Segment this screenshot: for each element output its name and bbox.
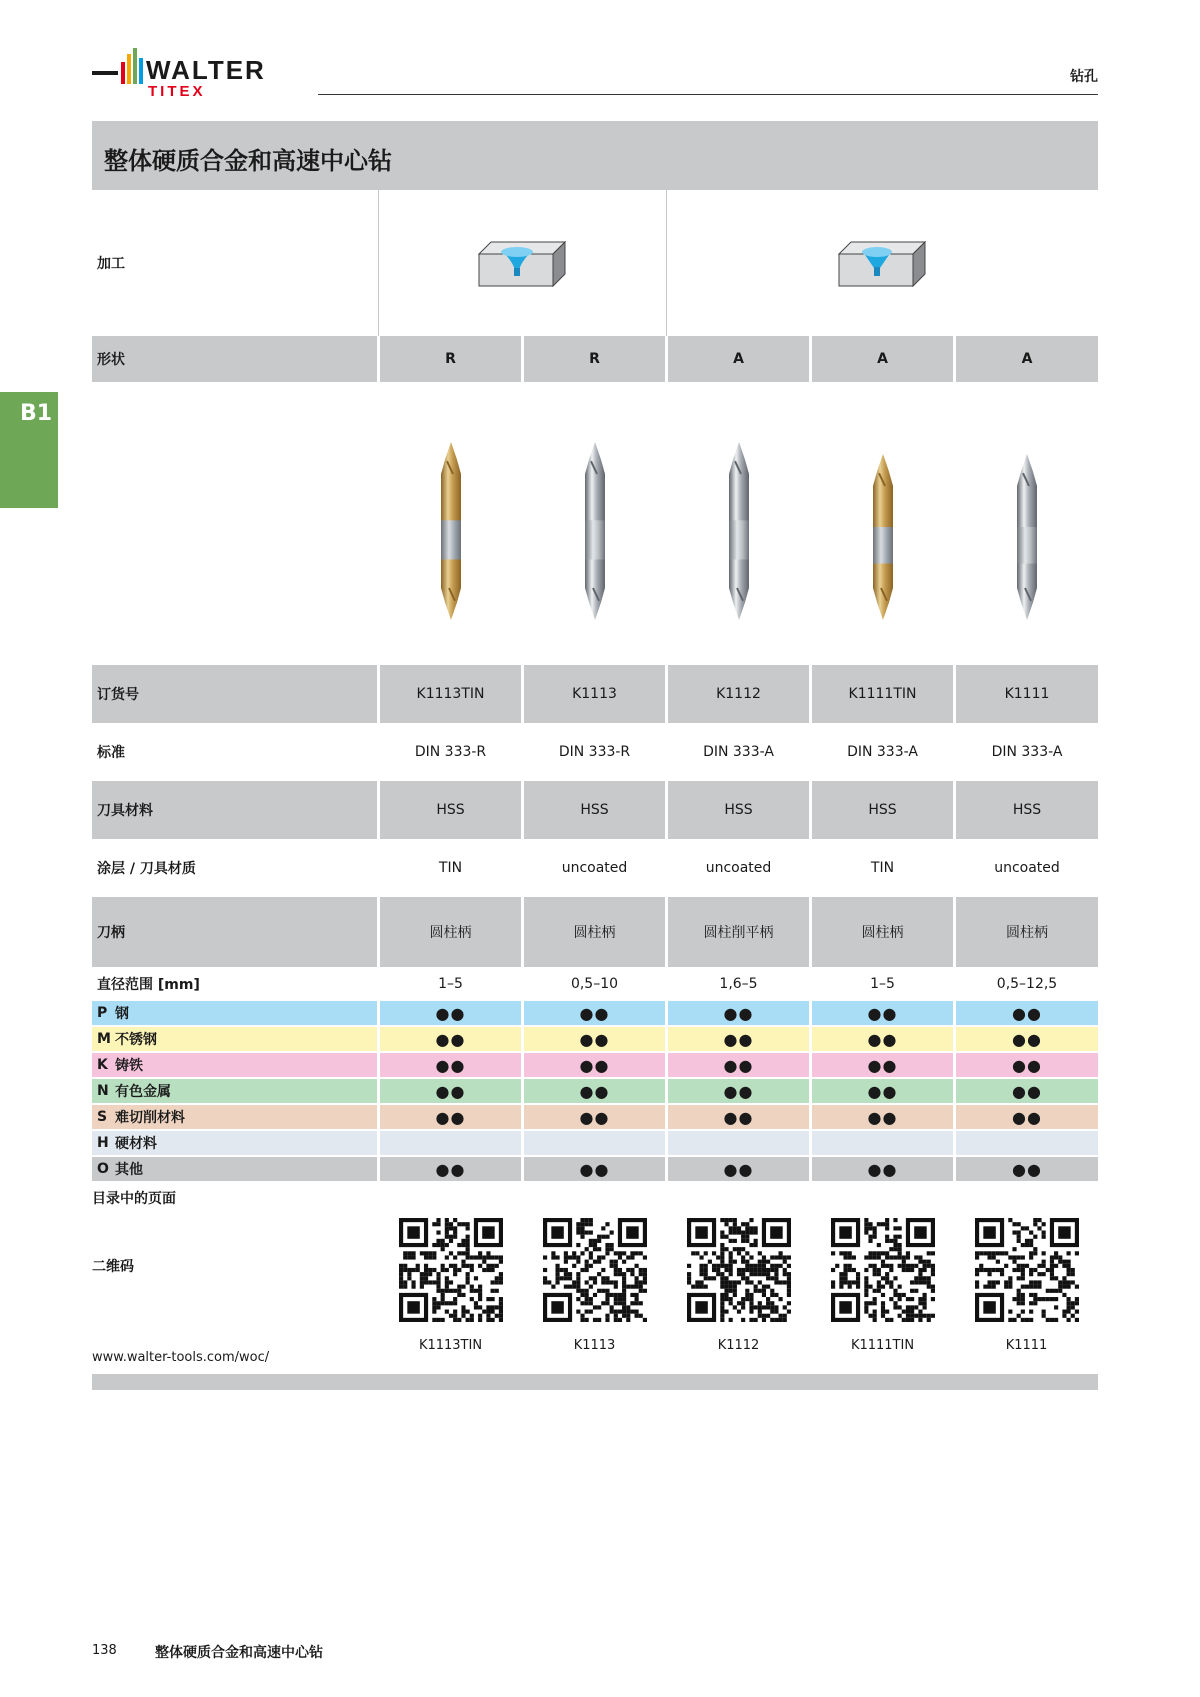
- material-suitability-cell: ●●: [524, 1001, 665, 1025]
- material-suitability-cell: ●●: [524, 1157, 665, 1181]
- standard-cell: DIN 333-A: [703, 744, 774, 760]
- shank-row: [92, 897, 1098, 967]
- material-suitability-cell: ●●: [524, 1079, 665, 1103]
- tool-images-row: [92, 382, 1098, 665]
- material-code: S: [97, 1109, 108, 1125]
- material-row-n: [92, 1079, 1098, 1105]
- diameter-cell: 1–5: [870, 976, 895, 992]
- coating-label: 涂层 / 刀具材质: [97, 861, 196, 877]
- machining-label: 加工: [97, 256, 125, 272]
- material-suitability-cell: ●●: [812, 1053, 953, 1077]
- material-label: [92, 1131, 377, 1155]
- material-suitability-cell: ●●: [668, 1157, 809, 1181]
- material-suitability-cell: ●●: [956, 1027, 1098, 1051]
- standard-cell: DIN 333-A: [991, 744, 1063, 760]
- material-code: N: [97, 1083, 109, 1099]
- diameter-cell: 1–5: [438, 976, 463, 992]
- diameter-cell: 0,5–12,5: [996, 976, 1058, 992]
- material-label: [92, 1157, 377, 1181]
- qr-code[interactable]: [687, 1218, 791, 1322]
- material-suitability-cell: [812, 1131, 953, 1155]
- countersink-r-icon: [477, 240, 569, 288]
- diameter-row: [92, 967, 1098, 1001]
- material-code: K: [97, 1057, 108, 1073]
- material-suitability-cell: ●●: [380, 1157, 521, 1181]
- qr-code[interactable]: [399, 1218, 503, 1322]
- center-drill-image: [719, 442, 759, 620]
- material-suitability-cell: ●●: [812, 1079, 953, 1103]
- shape-cell: R: [524, 336, 665, 382]
- order-number-label: 订货号: [92, 665, 377, 723]
- material-suitability-cell: ●●: [812, 1105, 953, 1129]
- shape-label: 形状: [92, 336, 377, 382]
- shape-cell: A: [812, 336, 953, 382]
- standard-cell: DIN 333-A: [847, 744, 918, 760]
- material-code: H: [97, 1135, 109, 1151]
- diameter-cell: 0,5–10: [570, 976, 619, 992]
- material-name: 其他: [115, 1162, 143, 1178]
- material-label: [92, 1053, 377, 1077]
- qr-row: [92, 1210, 1098, 1360]
- shank-cell: 圆柱柄: [524, 897, 665, 967]
- material-suitability-cell: ●●: [956, 1157, 1098, 1181]
- footer-title: 整体硬质合金和高速中心钻: [155, 1645, 323, 1661]
- shape-row: [92, 336, 1098, 382]
- qr-caption: K1111: [1005, 1338, 1048, 1353]
- material-suitability-cell: ●●: [668, 1001, 809, 1025]
- material-name: 难切削材料: [115, 1110, 185, 1126]
- shape-cell: A: [668, 336, 809, 382]
- svg-text:TITEX: TITEX: [148, 83, 206, 100]
- material-suitability-cell: ●●: [524, 1105, 665, 1129]
- shank-cell: 圆柱柄: [956, 897, 1098, 967]
- order-number-cell: K1111TIN: [812, 665, 953, 723]
- tool-material-cell: HSS: [812, 781, 953, 839]
- material-suitability-cell: ●●: [668, 1053, 809, 1077]
- standard-cell: DIN 333-R: [414, 744, 487, 760]
- material-suitability-cell: ●●: [956, 1053, 1098, 1077]
- qr-caption: K1113: [573, 1338, 616, 1353]
- material-code: P: [97, 1005, 108, 1021]
- coating-cell: uncoated: [705, 860, 772, 876]
- material-row-k: [92, 1053, 1098, 1079]
- material-suitability-cell: ●●: [380, 1079, 521, 1103]
- material-suitability-cell: ●●: [956, 1001, 1098, 1025]
- center-drill-image: [1007, 454, 1047, 620]
- material-suitability-cell: ●●: [668, 1027, 809, 1051]
- chapter-tab[interactable]: [0, 392, 58, 508]
- qr-code[interactable]: [975, 1218, 1079, 1322]
- page-number: 138: [92, 1643, 117, 1658]
- order-number-cell: K1113TIN: [380, 665, 521, 723]
- material-suitability-cell: ●●: [956, 1105, 1098, 1129]
- shape-cell: A: [956, 336, 1098, 382]
- tool-material-cell: HSS: [956, 781, 1098, 839]
- svg-text:WALTER: WALTER: [146, 55, 266, 85]
- countersink-a-icon: [837, 240, 929, 288]
- material-code: O: [97, 1161, 109, 1177]
- material-label: [92, 1079, 377, 1103]
- material-name: 铸铁: [115, 1058, 143, 1074]
- material-suitability-cell: [668, 1131, 809, 1155]
- material-suitability-cell: ●●: [812, 1027, 953, 1051]
- coating-cell: uncoated: [561, 860, 628, 876]
- material-suitability-cell: ●●: [380, 1001, 521, 1025]
- material-row-m: [92, 1027, 1098, 1053]
- material-label: [92, 1027, 377, 1051]
- qr-caption: K1113TIN: [418, 1338, 483, 1353]
- tool-material-row: [92, 781, 1098, 839]
- qr-caption: K1112: [717, 1338, 760, 1353]
- section-label: 钻孔: [1070, 69, 1098, 85]
- center-drill-image: [863, 454, 903, 620]
- tool-material-label: 刀具材料: [92, 781, 377, 839]
- header-rule: [318, 94, 1098, 95]
- tool-material-cell: HSS: [524, 781, 665, 839]
- order-number-row: [92, 665, 1098, 723]
- material-suitability-cell: ●●: [380, 1027, 521, 1051]
- material-label: [92, 1001, 377, 1025]
- material-name: 钢: [115, 1006, 129, 1022]
- material-suitability-cell: [380, 1131, 521, 1155]
- material-row-o: [92, 1157, 1098, 1183]
- shape-cell: R: [380, 336, 521, 382]
- chapter-tab-label: B1: [20, 401, 53, 426]
- diameter-cell: 1,6–5: [719, 976, 758, 992]
- standard-cell: DIN 333-R: [558, 744, 631, 760]
- qr-label: 二维码: [92, 1259, 134, 1275]
- order-number-cell: K1113: [524, 665, 665, 723]
- material-row-h: [92, 1131, 1098, 1157]
- coating-cell: TIN: [870, 860, 895, 876]
- material-name: 有色金属: [115, 1084, 171, 1100]
- material-suitability-cell: [956, 1131, 1098, 1155]
- tool-material-cell: HSS: [380, 781, 521, 839]
- diameter-label: 直径范围 [mm]: [97, 977, 200, 993]
- machining-row: [92, 190, 1098, 336]
- material-row-p: [92, 1001, 1098, 1027]
- center-drill-image: [575, 442, 615, 620]
- material-suitability-cell: ●●: [524, 1027, 665, 1051]
- center-drill-image: [431, 442, 471, 620]
- catalog-label: 目录中的页面: [92, 1191, 176, 1207]
- order-number-cell: K1112: [668, 665, 809, 723]
- coating-cell: TIN: [438, 860, 463, 876]
- shank-cell: 圆柱柄: [812, 897, 953, 967]
- shank-label: 刀柄: [92, 897, 377, 967]
- qr-caption: K1111TIN: [850, 1338, 915, 1353]
- order-number-cell: K1111: [956, 665, 1098, 723]
- material-name: 硬材料: [115, 1136, 157, 1152]
- coating-row: [92, 839, 1098, 897]
- material-code: M: [97, 1031, 111, 1047]
- material-suitability-cell: [524, 1131, 665, 1155]
- qr-code[interactable]: [543, 1218, 647, 1322]
- footer-bar: [92, 1374, 1098, 1390]
- material-suitability-cell: ●●: [668, 1105, 809, 1129]
- qr-code[interactable]: [831, 1218, 935, 1322]
- material-suitability-cell: ●●: [380, 1105, 521, 1129]
- page-title: 整体硬质合金和高速中心钻: [104, 147, 392, 175]
- material-suitability-cell: ●●: [668, 1079, 809, 1103]
- material-label: [92, 1105, 377, 1129]
- coating-cell: uncoated: [994, 860, 1060, 876]
- shank-cell: 圆柱削平柄: [668, 897, 809, 967]
- material-suitability-cell: ●●: [956, 1079, 1098, 1103]
- material-row-s: [92, 1105, 1098, 1131]
- material-suitability-cell: ●●: [812, 1001, 953, 1025]
- material-name: 不锈钢: [115, 1032, 157, 1048]
- catalog-row: [92, 1186, 1098, 1210]
- shank-cell: 圆柱柄: [380, 897, 521, 967]
- material-suitability-cell: ●●: [812, 1157, 953, 1181]
- standard-row: [92, 723, 1098, 781]
- material-suitability-cell: ●●: [380, 1053, 521, 1077]
- title-bar: [92, 121, 1098, 190]
- website-url[interactable]: www.walter-tools.com/woc/: [92, 1350, 270, 1365]
- walter-titex-logo: [92, 44, 302, 100]
- tool-material-cell: HSS: [668, 781, 809, 839]
- material-suitability-cell: ●●: [524, 1053, 665, 1077]
- standard-label: 标准: [97, 745, 125, 761]
